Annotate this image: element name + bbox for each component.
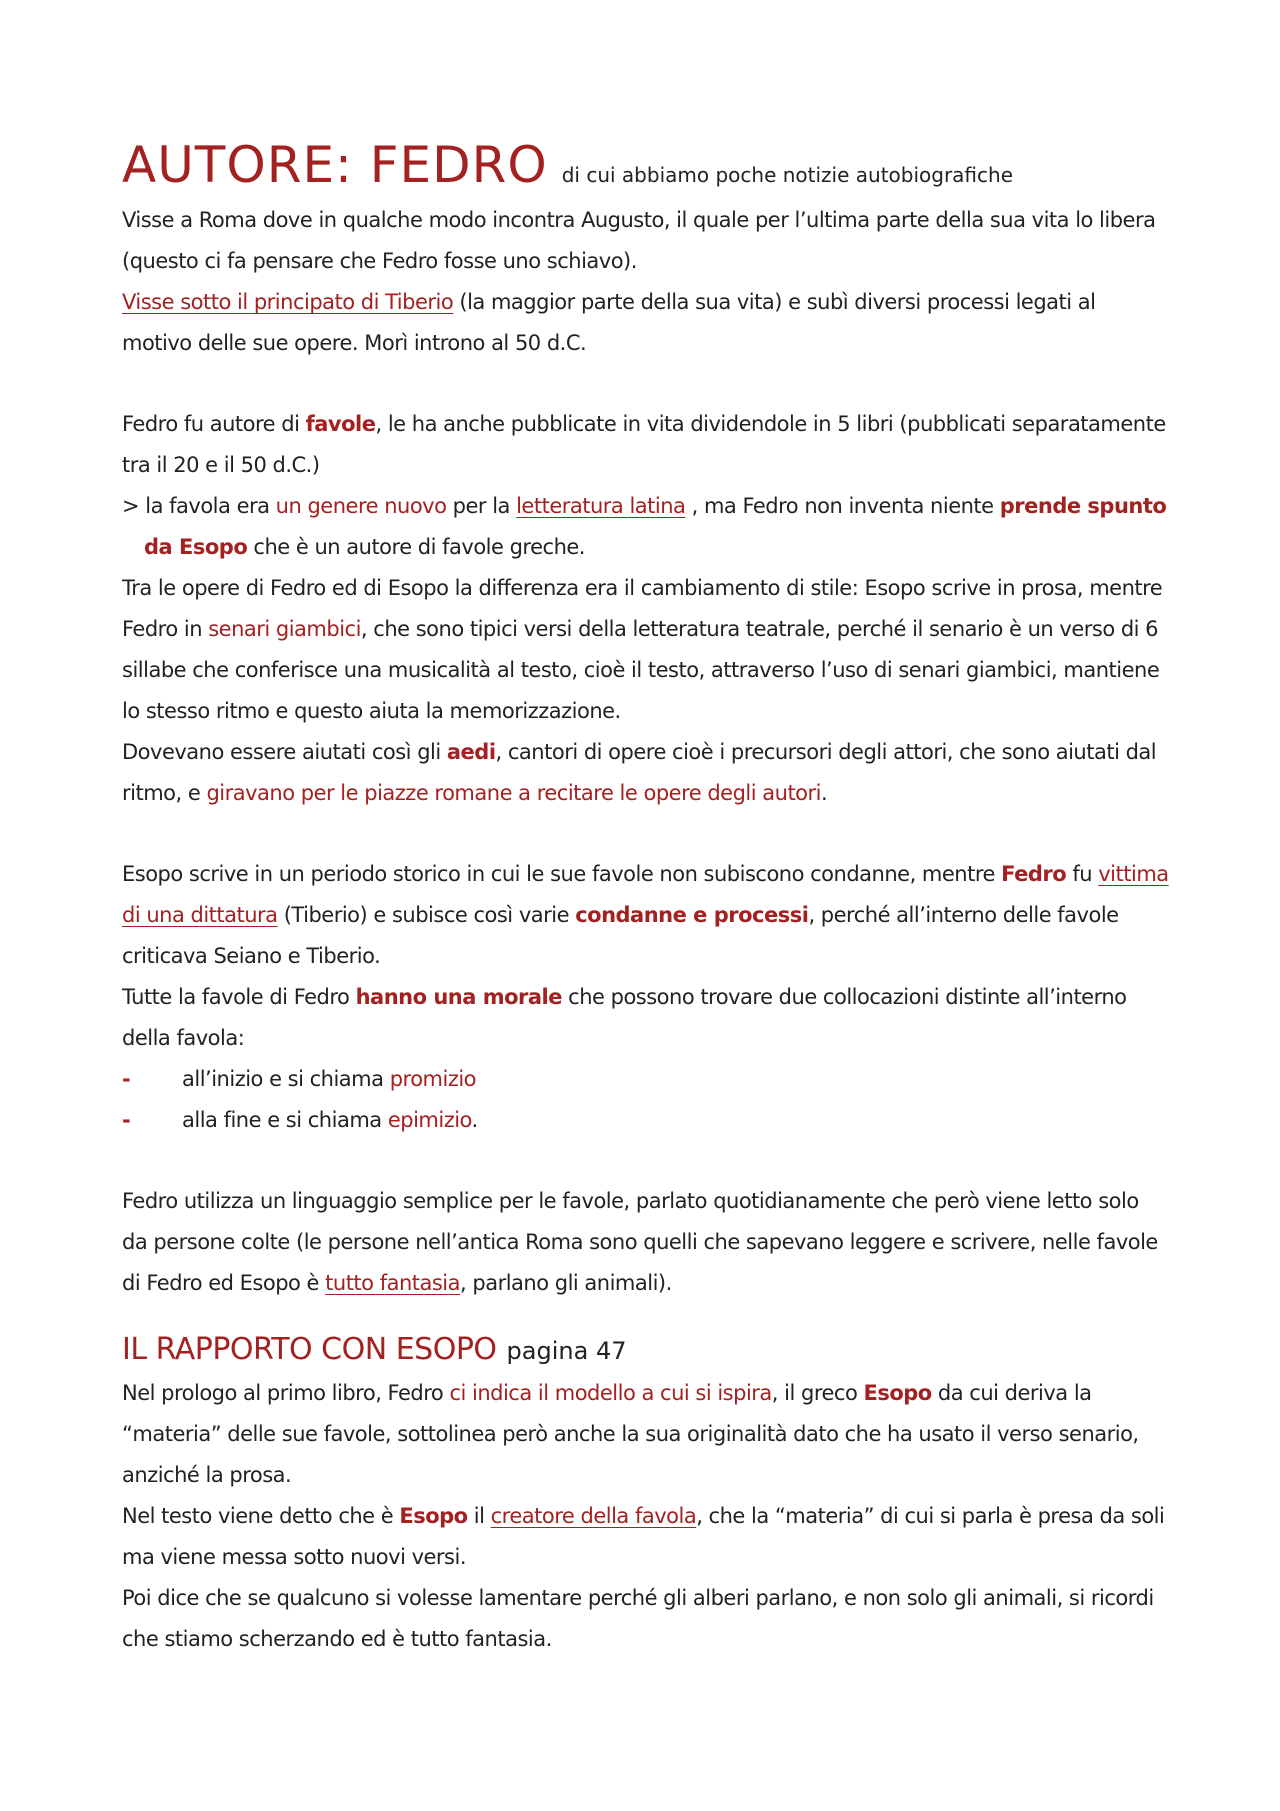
section-page-note: pagina 47	[506, 1337, 627, 1365]
text: , cantori di opere cioè i precursori degli attori, che sono aiutati dal ritmo, e	[122, 740, 1157, 805]
morale-keyword: hanno una morale	[355, 985, 562, 1009]
dittatura-highlight: vittima di una dittatura	[122, 862, 1169, 927]
rapporto-paragraph-2	[122, 1496, 1170, 1578]
text: .	[471, 1108, 478, 1132]
text: da cui deriva la “materia” delle sue favole, sottolinea però anche la sua originalità dato che ha usato il verso senario, anziché la prosa.	[122, 1381, 1139, 1487]
intro-text: (la maggior parte della sua vita) e subì diversi processi legati al motivo delle sue opere. Morì introno al 50 d.C.	[122, 290, 1096, 355]
list-item-text	[182, 1100, 478, 1141]
esopo-keyword: Esopo	[863, 1381, 932, 1405]
text: Tra le opere di Fedro ed di Esopo la differenza era il cambiamento di stile: Esopo scrive in prosa, mentre Fedro in	[122, 576, 1163, 641]
text: , perché all’interno delle favole criticava Seiano e Tiberio.	[122, 903, 1119, 968]
fantasia-highlight: tutto fantasia	[325, 1271, 461, 1295]
section-title-line	[122, 1332, 1170, 1367]
text: fu	[1066, 862, 1099, 886]
text: , ma Fedro non inventa niente	[685, 494, 1000, 518]
creatore-highlight: creatore della favola	[490, 1504, 697, 1528]
text: alla fine e si chiama	[182, 1108, 388, 1132]
rapporto-paragraph-1	[122, 1373, 1170, 1496]
text: (Tiberio) e subisce così varie	[277, 903, 576, 927]
list-item	[122, 1059, 1170, 1100]
favole-paragraph-1	[122, 404, 1170, 486]
text: .	[821, 781, 828, 805]
dash-bullet: -	[122, 1108, 131, 1132]
section-title: IL RAPPORTO CON ESOPO	[122, 1332, 497, 1367]
text: , il greco	[771, 1381, 864, 1405]
genere-nuovo-highlight: un genere nuovo	[275, 494, 447, 518]
intro-paragraph-2	[122, 282, 1170, 364]
text: , parlano gli animali).	[460, 1271, 672, 1295]
text: Esopo scrive in un periodo storico in cui le sue favole non subiscono condanne, mentre	[122, 862, 1002, 886]
condanne-paragraph-2	[122, 977, 1170, 1059]
text: il	[467, 1504, 491, 1528]
text: Tutte la favole di Fedro	[122, 985, 356, 1009]
favole-paragraph-2	[122, 486, 1170, 568]
list-item	[122, 1100, 1170, 1141]
tiberio-highlight: Visse sotto il principato di Tiberio	[122, 290, 454, 314]
text: Fedro fu autore di	[122, 412, 306, 436]
text: , che la “materia” di cui si parla è presa da soli ma viene messa sotto nuovi versi.	[122, 1504, 1165, 1569]
linguaggio-paragraph	[122, 1181, 1170, 1304]
text: Dovevano essere aiutati così gli	[122, 740, 447, 764]
condanne-paragraph-1	[122, 854, 1170, 977]
dash-bullet: -	[122, 1067, 131, 1091]
text: , che sono tipici versi della letteratura teatrale, perché il senario è un verso di 6 sillabe che conferisce una musicalità al testo, cioè il testo, attraverso l’uso di senari giambici, mantiene lo stesso ritmo e questo aiuta la memorizzazione.	[122, 617, 1160, 723]
text: che è un autore di favole greche.	[247, 535, 585, 559]
text: , le ha anche pubblicate in vita dividendole in 5 libri (pubblicati separatamente tra il 20 e il 50 d.C.)	[122, 412, 1166, 477]
page-title: AUTORE: FEDRO	[122, 136, 548, 194]
promizio-highlight: promizio	[389, 1067, 477, 1091]
text: all’inizio e si chiama	[182, 1067, 390, 1091]
spunto-esopo-keyword: prende spunto da Esopo	[144, 494, 1167, 559]
favole-paragraph-4	[122, 732, 1170, 814]
epimizio-highlight: epimizio	[387, 1108, 472, 1132]
modello-highlight: ci indica il modello a cui si ispira	[449, 1381, 772, 1405]
text: Nel testo viene detto che è	[122, 1504, 400, 1528]
text: Nel prologo al primo libro, Fedro	[122, 1381, 450, 1405]
intro-paragraph-1: Visse a Roma dove in qualche modo incontra Augusto, il quale per l’ultima parte della sua vita lo libera (questo ci fa pensare che Fedro fosse uno schiavo).	[122, 208, 1156, 273]
text: per la	[446, 494, 517, 518]
title-line	[122, 136, 1170, 194]
aedi-keyword: aedi	[446, 740, 496, 764]
letteratura-latina-highlight: letteratura latina	[516, 494, 686, 518]
text: che possono trovare due collocazioni distinte all’interno della favola:	[122, 985, 1127, 1050]
title-note: di cui abbiamo poche notizie autobiografiche	[561, 163, 1014, 187]
rapporto-paragraph-3: Poi dice che se qualcuno si volesse lamentare perché gli alberi parlano, e non solo gli animali, si ricordi che stiamo scherzando ed è tutto fantasia.	[122, 1586, 1154, 1651]
favole-paragraph-3	[122, 568, 1170, 732]
esopo-keyword: Esopo	[399, 1504, 468, 1528]
condanne-keyword: condanne e processi	[575, 903, 809, 927]
piazze-highlight: giravano per le piazze romane a recitare le opere degli autori	[206, 781, 821, 805]
text: Fedro utilizza un linguaggio semplice per le favole, parlato quotidianamente che però viene letto solo da persone colte (le persone nell’antica Roma sono quelli che sapevano leggere e scrivere, nelle favole di Fedro ed Esopo è	[122, 1189, 1158, 1295]
senari-highlight: senari giambici	[208, 617, 361, 641]
favole-keyword: favole	[305, 412, 376, 436]
list-item-text	[182, 1059, 476, 1100]
text: > la favola era	[122, 494, 276, 518]
fedro-keyword: Fedro	[1001, 862, 1067, 886]
